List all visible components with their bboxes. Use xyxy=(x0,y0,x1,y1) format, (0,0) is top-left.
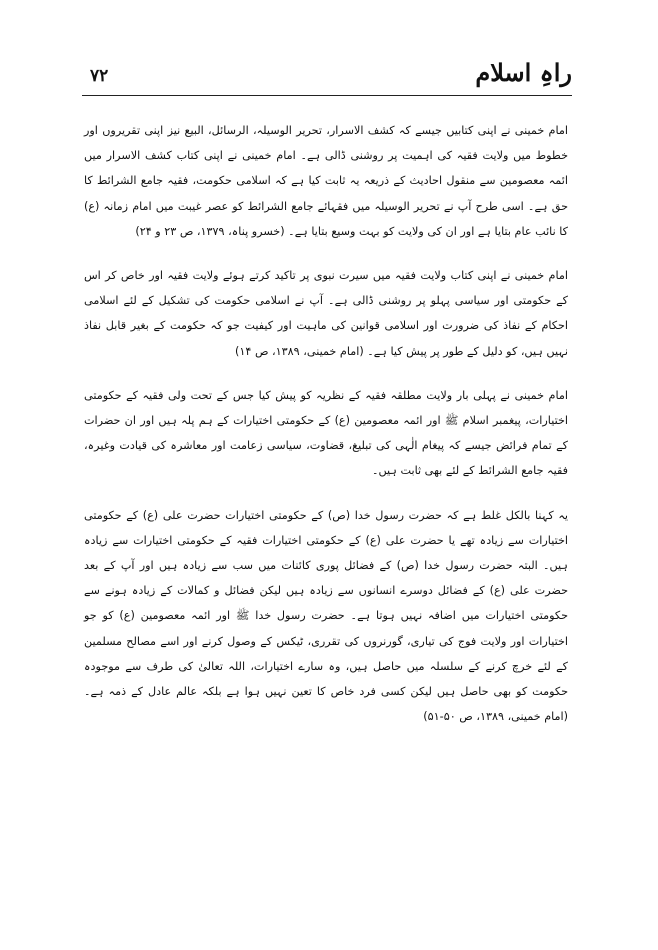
paragraph-4: یہ کہنا بالکل غلط ہے کہ حضرت رسول خدا (ص) کے حکومتی اختیارات حضرت علی (ع) کے حکومتی اختیارات سے زیادہ تھے یا حضرت علی (ع) کے حکومتی اختیارات فقیہ کے حکومتی اختیارات سے زیادہ ہیں۔ البتہ حضرت رسول خدا (ص) کے فضائل پوری کائنات میں سب سے زیادہ ہیں اور آپ کے بعد حضرت علی (ع) کے فضائل دوسرے انسانوں سے زیادہ ہیں لیکن فضائل و کمالات کے زیادہ ہونے سے حکومتی اختیارات میں اضافہ نہیں ہوتا ہے۔ حضرت رسول خدا ﷺ اور ائمہ معصومین (ع) کو جو اختیارات اور ولایت فوج کی تیاری، گورنروں کی تقرری، ٹیکس کے وصول کرنے اور اسے مصالح مسلمین کے لئے خرچ کرنے کے سلسلہ میں حاصل ہیں، وہ سارے اختیارات، اللہ تعالیٰ کی طرف سے موجودہ حکومت کو بھی حاصل ہیں لیکن کسی فرد خاص کا تعین نہیں ہوا ہے بلکہ عالم عادل کے ذمہ ہے۔ (امام خمینی، ۱۳۸۹، ص ۵۰-۵۱) xyxy=(84,508,568,724)
article-body xyxy=(84,118,568,748)
paragraph-3: امام خمینی نے پہلی بار ولایت مطلقہ فقیہ کے نظریہ کو پیش کیا جس کے تحت ولی فقیہ کے حکومتی اختیارات، پیغمبر اسلام ﷺ اور ائمہ معصومین (ع) کے حکومتی اختیارات کے ہم پلہ ہیں اور ان حضرات کے تمام فرائض جیسے کہ پیغام الٰہی کی تبلیغ، قضاوت، سیاسی زعامت اور معاشرہ کی قیادت وغیرہ، فقیہ جامع الشرائط کے لئے بھی ثابت ہیں۔ xyxy=(84,388,568,478)
page-header xyxy=(82,52,572,96)
paragraph-1: امام خمینی نے اپنی کتابیں جیسے کہ کشف الاسرار، تحریر الوسیلہ، الرسائل، البیع نیز اپنی تقریروں اور خطوط میں ولایت فقیہ کی اہمیت پر روشنی ڈالی ہے۔ امام خمینی نے اپنی کتاب کشف الاسرار میں ائمہ معصومین سے منقول احادیث کے ذریعہ یہ ثابت کیا ہے کہ اسلامی حکومت، فقیہ جامع الشرائط کا حق ہے۔ اسی طرح آپ نے تحریر الوسیلہ میں فقہائے جامع الشرائط کو عصر غیبت میں امام زمانہ (ع) کا نائب عام بتایا ہے اور ان کی ولایت کو بہت وسیع بتایا ہے۔ (خسرو پناہ، ۱۳۷۹، ص ۲۳ و ۲۴) xyxy=(84,124,568,238)
paragraph-2: امام خمینی نے اپنی کتاب ولایت فقیہ میں سیرت نبوی پر تاکید کرتے ہوئے ولایت فقیہ اور خاص کر اس کے حکومتی اور سیاسی پہلو پر روشنی ڈالی ہے۔ آپ نے اسلامی حکومت کی تشکیل کے لئے اسلامی احکام کے نفاذ کی ضرورت اور اسلامی قوانین کی ماہیت اور کیفیت جو کہ حکومت کے بغیر قابل نفاذ نہیں ہیں، کو دلیل کے طور پر پیش کیا ہے۔ (امام خمینی، ۱۳۸۹، ص ۱۴) xyxy=(84,269,568,358)
header-divider xyxy=(82,95,572,96)
journal-title: راہِ اسلام xyxy=(475,58,572,87)
page-number: ۷۲ xyxy=(90,66,109,86)
